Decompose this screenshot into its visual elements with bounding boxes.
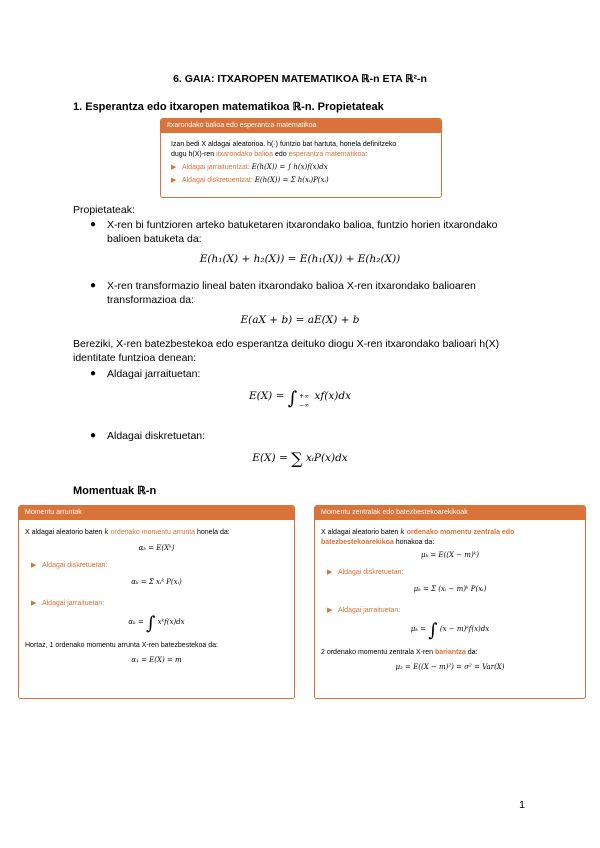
moments-heading: Momentuak ℝ-n [73,485,157,497]
formula-lhs: μₖ = [410,625,426,633]
definition-box [160,118,442,198]
bereziki-item-continuous [90,367,201,381]
raw-discrete-item [31,561,288,571]
bullet-dot-icon: ● [90,219,97,230]
central-continuous-item [327,606,579,616]
bereziki-paragraph [73,337,533,365]
formula-lhs: E(X) = [252,452,288,464]
bullet-triangle-icon: ▶ [171,177,177,184]
properties-label: Propietateak: [73,204,135,216]
integral-icon: ∫ [428,620,438,641]
raw-moments-note: Hortaz, 1 ordenako momentu arrunta X-ren batezbestekoa da: [25,642,218,649]
formula-rhs: xᵏf(x)dx [157,618,185,626]
property-2-line-1: X-ren transformazio lineal baten itxarondako balioa X-ren itxarondako balioaren [107,280,476,292]
page-title: 6. GAIA: ITXAROPEN MATEMATIKOA ℝ-n ETA ℝ²-n [173,73,427,85]
formula-rhs: xf(x)dx [314,390,352,402]
item-continuous-formula: E(h(X)) = ∫ h(x)f(x)dx [251,163,328,171]
property-item-2 [90,279,537,307]
page-number: 1 [519,799,525,811]
central-moments-intro [321,527,579,548]
sum-icon: ∑ [291,449,303,468]
integral-icon: ∫ [146,613,156,634]
property-item-1 [90,218,537,246]
bereziki-continuous-label: Aldagai jarraituetan: [107,368,201,380]
bereziki-line-1: Bereziki, X-ren batezbestekoa edo esperantza deituko diogu X-ren itxarondako balioari h(X) [73,338,500,350]
bereziki-continuous-formula [0,388,600,410]
integral-icon: ∫ [287,388,298,409]
bullet-dot-icon: ● [90,368,97,379]
bullet-triangle-icon: ▶ [31,600,37,607]
raw-moments-header: Momentu arruntak [19,506,294,520]
raw-continuous-item [31,599,288,609]
central-moments-note-formula: μ₂ = E((X − m)²) = σ² = Var(X) [395,663,505,671]
note-text: 2 ordenako momentu zentrala X-ren [321,649,434,656]
raw-moment-formula: αₖ = E(Xᵏ) [138,544,175,552]
property-2-formula: E(aX + b) = aE(X) + b [240,314,360,326]
definition-box-body [161,133,441,190]
intro-k: k [400,528,405,536]
raw-moments-box [18,505,295,699]
definition-line-1: Izan bedi X aldagai aleatorioa. h(·) funtzio bat hartuta, honela definitzeko [171,141,397,148]
term-raw-moment: ordenako momentu arrunta [110,529,196,536]
intro-text: X aldagai aleatorio baten [25,529,103,536]
intro-text: X aldagai aleatorio baten [321,529,399,536]
intro-text-end: honakoa da: [395,539,435,546]
intro-text-end: honela da: [197,529,230,536]
definition-line-2-prefix: dugu h(X)-ren [171,151,215,158]
bullet-triangle-icon: ▶ [31,562,37,569]
raw-moments-note-formula: α₁ = E(X) = m [131,656,182,664]
property-1-line-2: balioen batuketa da: [107,233,202,245]
item-discrete-label: Aldagai diskretuentzat: [181,177,253,184]
bullet-dot-icon: ● [90,280,97,291]
formula-rhs: xᵢP(x)dx [305,452,348,464]
definition-item-continuous [171,162,431,173]
property-1-formula: E(h₁(X) + h₂(X)) = E(h₁(X)) + E(h₂(X)) [199,253,401,265]
central-moments-box [314,505,586,699]
bullet-triangle-icon: ▶ [327,569,333,576]
central-continuous-formula [321,620,579,641]
term-central-moment: ordenako momentu zentrala edo [406,529,515,536]
bullet-dot-icon: ● [90,430,97,441]
property-1-line-1: X-ren bi funtzioren arteko batuketaren itxarondako balioa, funtzio horien itxarondako [107,219,498,231]
definition-item-discrete [171,175,431,186]
definition-line-2 [171,150,431,160]
term-mean-relative: batezbestekoarekikoa [321,539,394,546]
definition-box-header: Itxarondako balioa edo esperantza matematikoa [161,119,441,133]
item-continuous-label: Aldagai jarraituentzat: [181,164,250,171]
definition-line-2-mid: edo [274,151,287,158]
integral-upper: +∞ [299,393,310,400]
bullet-triangle-icon: ▶ [171,164,177,171]
intro-k: k [104,528,109,536]
central-moments-note [321,648,579,658]
formula-lhs: αₖ = [128,618,144,626]
item-discrete-formula: E(h(X)) = Σ h(xᵢ)P(xᵢ) [254,176,329,184]
term-math-expectation: esperantza matematikoa [288,151,366,158]
central-discrete-label: Aldagai diskretuetan: [337,569,404,576]
term-expected-value: itxarondako balioa [216,151,273,158]
formula-rhs: (x − m)ᵏf(x)dx [439,625,490,633]
bereziki-discrete-formula [0,449,600,468]
integral-limits [297,392,311,410]
raw-continuous-formula [25,613,288,634]
bereziki-item-discrete [90,429,206,443]
term-variance: bariantza [435,649,466,656]
central-moments-body [315,520,585,676]
bereziki-line-2: identitate funtzioa denean: [73,352,197,364]
raw-moments-intro [25,527,288,538]
formula-lhs: E(X) = [248,390,285,402]
property-2-line-2: transformazioa da: [107,294,194,306]
note-text-end: da: [467,649,478,656]
definition-line-2-suffix: : [365,151,368,158]
integral-lower: −∞ [299,402,310,409]
central-discrete-formula: μₖ = Σ (xᵢ − m)ᵏ P(xᵢ) [413,585,487,593]
central-moments-header: Momentu zentralak edo batezbestekoarekikoak [315,506,585,520]
raw-discrete-formula: αₖ = Σ xᵢᵏ P(xᵢ) [131,578,182,586]
raw-moments-body [19,520,294,669]
central-moment-formula: μₖ = E((X − m)ᵏ) [421,551,479,559]
section-heading: 1. Esperantza edo itxaropen matematikoa ℝ-n. Propietateak [73,101,384,113]
central-continuous-label: Aldagai jarraituetan: [337,607,401,614]
bullet-triangle-icon: ▶ [327,607,333,614]
raw-discrete-label: Aldagai diskretuetan: [41,562,108,569]
central-discrete-item [327,568,579,578]
raw-continuous-label: Aldagai jarraituetan: [41,600,105,607]
bereziki-discrete-label: Aldagai diskretuetan: [107,430,206,442]
